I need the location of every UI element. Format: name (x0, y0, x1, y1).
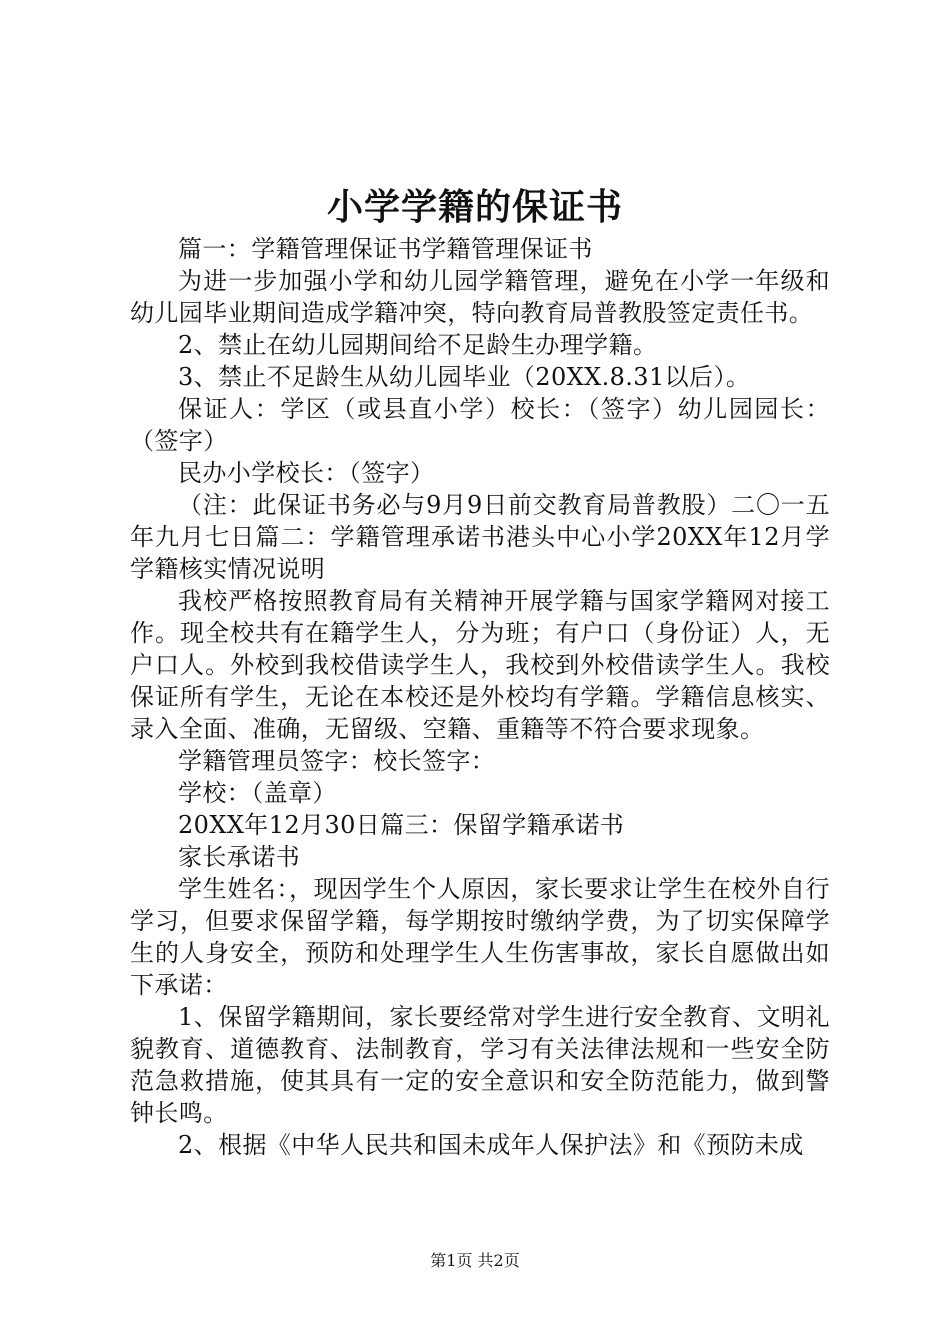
paragraph-school-seal: 学校：（盖章） (178, 779, 337, 807)
paragraph-student-name: 学生姓名：，现因学生个人原因，家长要求让学生在校外自行学习，但要求保留学籍，每学期按时缴纳学费，为了切实保障学生的人身安全，预防和处理学生人生伤害事故，家长自愿做出如下承诺： (130, 875, 830, 999)
paragraph-pledge-item-1: 1、保留学籍期间，家长要经常对学生进行安全教育、文明礼貌教育、道德教育、法制教育，学习有关法律法规和一些安全防范急救措施，使其具有一定的安全意识和安全防范能力，做到警钟长鸣。 (130, 1003, 830, 1127)
paragraph-item-3: 3、禁止不足龄生从幼儿园毕业（20XX.8.31以后）。 (178, 363, 751, 391)
paragraph-guarantor: 保证人：学区（或县直小学）校长：（签字）幼儿园园长：（签字） (130, 395, 830, 455)
document-title: 小学学籍的保证书 (326, 186, 623, 228)
paragraph-part1-heading: 篇一：学籍管理保证书学籍管理保证书 (178, 235, 593, 263)
paragraph-item-2: 2、禁止在幼儿园期间给不足龄生办理学籍。 (178, 331, 658, 359)
paragraph-private-principal: 民办小学校长：（签字） (178, 459, 435, 487)
paragraph-pledge-item-2: 2、根据《中华人民共和国未成年人保护法》和《预防未成 (178, 1131, 804, 1159)
page-footer: 第1页 共2页 (430, 1251, 520, 1270)
document-body (130, 233, 830, 1161)
paragraph-note: （注：此保证书务必与9月9日前交教育局普教股）二〇一五年九月七日篇二：学籍管理承诺书港头中心小学20XX年12月学学籍核实情况说明 (130, 491, 830, 583)
paragraph-date-part3: 20XX年12月30日篇三：保留学籍承诺书 (178, 811, 625, 839)
paragraph-intro: 为进一步加强小学和幼儿园学籍管理，避免在小学一年级和幼儿园毕业期间造成学籍冲突，特向教育局普教股签定责任书。 (130, 267, 830, 327)
paragraph-school-statement: 我校严格按照教育局有关精神开展学籍与国家学籍网对接工作。现全校共有在籍学生人，分为班；有户口（身份证）人，无户口人。外校到我校借读学生人，我校到外校借读学生人。我校保证所有学生，无论在本校还是外校均有学籍。学籍信息核实、录入全面、准确，无留级、空籍、重籍等不符合要求现象。 (130, 587, 830, 743)
paragraph-signatures: 学籍管理员签字：校长签字： (178, 747, 496, 775)
paragraph-parent-pledge-title: 家长承诺书 (178, 843, 300, 871)
